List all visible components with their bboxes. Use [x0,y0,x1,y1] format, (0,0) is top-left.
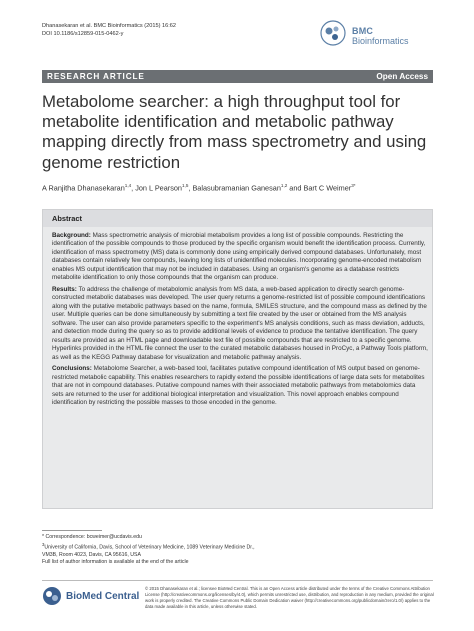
publisher-name: BioMed Central [66,591,140,602]
author-name: A Ranjitha Dhanasekaran [42,183,125,193]
article-type-bar [42,70,433,83]
article-title: Metabolome searcher: a high throughput tool for metabolite identification and metabolic pathway mapping directly from mass spectrometry and using genome restriction [42,92,427,172]
author-info-note: Full list of author information is available at the end of the article [42,559,189,566]
journal-logo-line2: Bioinformatics [352,36,409,46]
abstract-background [52,232,428,283]
correspondence: * Correspondence: bcweimer@ucdavis.edu [42,533,142,540]
affiliation [42,541,262,559]
footer-divider [42,580,433,581]
results-label: Results: [52,286,77,294]
conclusions-label: Conclusions: [52,365,92,373]
abstract-conclusions [52,365,428,407]
author-affiliation-sup: 1,4 [124,183,132,188]
affiliation-sup: 3 [42,541,45,547]
abstract-results [52,286,428,362]
publisher-logo [42,586,142,608]
abstract-body [52,232,428,411]
author-affiliation-sup: 3* [351,183,356,188]
abstract-header [43,210,432,227]
footnotes [42,530,262,567]
author-affiliation-sup: 1,2 [280,183,288,188]
citation: Dhanasekaran et al. BMC Bioinformatics (2015) 16:62 [42,23,177,29]
conclusions-text: Metabolome Searcher, a web-based tool, facilitates putative compound identification of MS output based on genome-restricted metabolic capability. This enables researchers to rapidly extend the possible identifications of large data sets for metabolites that are not in compound databases. Putative compound names with their associated metabolic pathways from metabolomics data sets are returned to the user for additional biological interpretation and visualization. This novel approach enables compound identification by restricting the possible masses to those encoded in the genome. [52,365,425,407]
author-affiliation-sup: 1,5 [182,183,189,188]
journal-logo [320,18,430,58]
article-type: RESEARCH ARTICLE [47,71,145,81]
open-access-label: Open Access [376,71,428,81]
results-text: To address the challenge of metabolomic analysis from MS data, a web-based application to directly search genome-constructed metabolic databases was developed. The user query returns a genome-restricted list of possible compound identifications along with the putative metabolic pathways based on the name, formula, SMILES structure, and the compound mass as defined by the user. Multiple queries can be done simultaneously by submitting a text file created by the user or obtained from the MS analysis software. The user can also provide parameters specific to the experiment's MS analysis conditions, such as mass deviation, adducts, and detection mode during the query so as to provide additional levels of evidence to produce the tentative identification. The query results are provided as an HTML page and downloadable text file of possible compounds that are restricted to a specific genome. Hyperlinks provided in the HTML file connect the user to the curated metabolic databases housed in ProCyc, a Pathway Tools platform, as well as the KEGG Pathway database for visualization and metabolic pathway analysis. [52,286,428,361]
author-name: , Balasubramanian Ganesan [188,183,281,193]
bmc-logo-icon [320,20,346,46]
biomed-central-logo-icon [42,586,62,606]
background-label: Background: [52,232,91,239]
author-name: , Jon L Pearson [131,183,182,193]
abstract-heading: Abstract [52,214,82,223]
doi-link[interactable]: DOI 10.1186/s12859-015-0462-y [42,31,124,37]
author-name: and Bart C Weimer [287,183,352,193]
abstract-box [42,209,433,509]
journal-logo-line1: BMC [352,26,374,36]
footnote-divider [42,530,102,531]
background-text: Mass spectrometric analysis of microbial metabolism provides a long list of possible compounds. Restricting the identification of the possible compounds to those produced by the specific organism would benefit the identification process. Currently, identification of mass spectrometry (MS) data is commonly done using empirically derived compound databases. Unfortunately, most databases contain relatively few compounds, leaving long lists of unidentified molecules. Incorporating genome-encoded metabolism enables MS output identification that may not be included in databases. Using an organism's genome as a database restricts metabolite identification to only those compounds that the organism can produce. [52,232,426,282]
author-list [42,181,437,193]
license-text: © 2015 Dhanasekaran et al.; licensee BioMed Central. This is an Open Access article distributed under the terms of the Creative Commons Attribution License (http://creativecommons.org/licenses/by/4.0), which permits unrestricted use, distribution, and reproduction in any medium, provided the original work is properly credited. The Creative Commons Public Domain Dedication waiver (http://creativecommons.org/publicdomain/zero/1.0/) applies to the data made available in this article, unless otherwise stated. [145,586,434,609]
header-meta [42,22,176,38]
affiliation-text: University of California, Davis, School of Veterinary Medicine, 1089 Veterinary Medicine Dr., VM3B, Room 4023, Davis, CA 95616, USA [42,544,255,558]
